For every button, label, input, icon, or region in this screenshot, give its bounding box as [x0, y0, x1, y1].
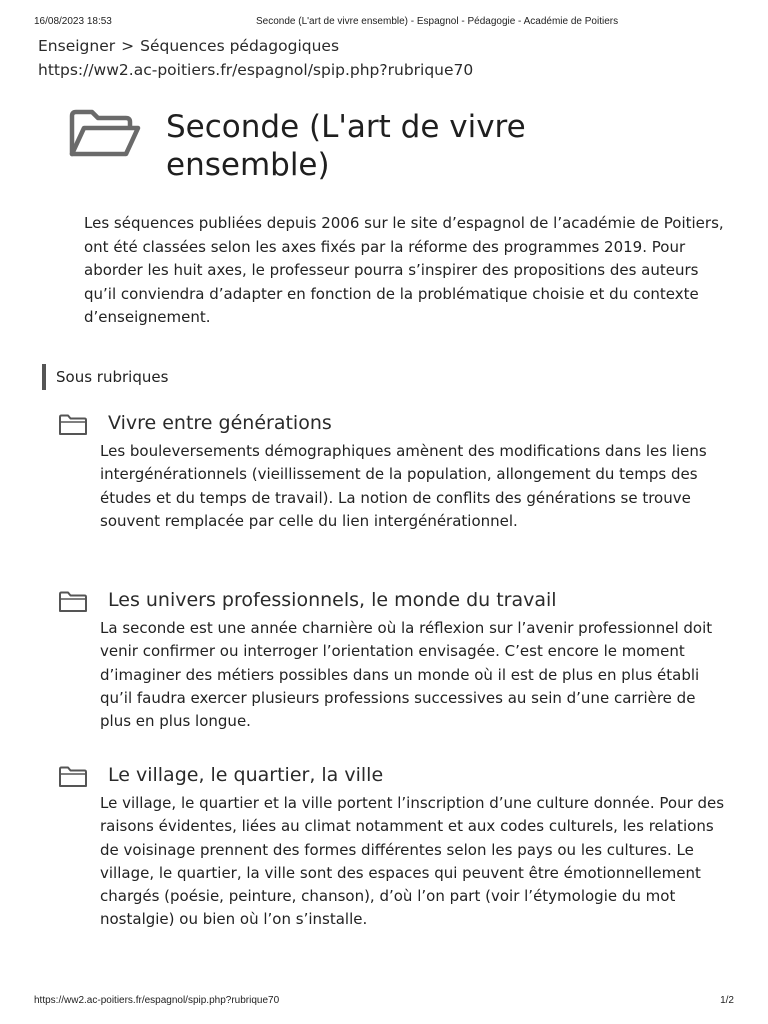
- sous-rubrique-title: [108, 585, 557, 615]
- print-footer-url: https://ww2.ac-poitiers.fr/espagnol/spip.php?rubrique70: [34, 995, 280, 1006]
- print-page-title: Seconde (L'art de vivre ensemble) - Espagnol - Pédagogie - Académie de Poitiers: [256, 16, 619, 27]
- print-footer: [34, 995, 734, 1009]
- sous-rubrique-title: [108, 760, 383, 790]
- page-title: Seconde (L'art de vivre ensemble): [166, 109, 526, 183]
- sous-rubrique-description: Les bouleversements démographiques amènent des modifications dans les liens intergénérationnels (vieillissement de la population, allongement du temps des études et du temps de travail). La notion de conflits des générations se trouve souvent remplacée par celle du lien intergénérationnel.: [100, 442, 707, 530]
- folder-icon: [58, 766, 88, 788]
- sous-rubrique-link-univers-professionnels[interactable]: Les univers professionnels, le monde du travail: [108, 589, 557, 611]
- folder-icon: [58, 414, 88, 436]
- sous-rubrique-link-vivre-entre-generations[interactable]: Vivre entre générations: [108, 412, 332, 434]
- sous-rubrique-description: La seconde est une année charnière où la réflexion sur l’avenir professionnel doit venir confirmer ou interroger l’orientation envisagée. C’est encore le moment d’imaginer des métiers possibles dans un monde où il est de plus en plus établi qu’il faudra exercer plusieurs professions successives au sein d’une carrière de plus en plus longue.: [100, 619, 713, 731]
- folder-open-icon: [68, 108, 142, 160]
- folder-icon: [58, 591, 88, 613]
- sous-rubrique-title: [108, 408, 332, 438]
- sous-rubrique-link-village-quartier-ville[interactable]: Le village, le quartier, la ville: [108, 764, 384, 786]
- sous-rubriques-heading: Sous rubriques: [42, 364, 168, 390]
- breadcrumb: [38, 37, 339, 55]
- print-header: [34, 16, 734, 30]
- sous-rubrique-description: Le village, le quartier et la ville portent l’inscription d’une culture donnée. Pour des raisons évidentes, liées au climat notamment et aux codes culturels, les relations de voisinage prennent des formes différentes selon les pays ou les cultures. Le village, le quartier, la ville sont des espaces qui peuvent être émotionnellement chargés (poésie, peinture, chanson), d’où l’on part (voir l’étymologie du mot nostalgie) ou bien où l’on s’installe.: [100, 794, 725, 929]
- print-datetime: 16/08/2023 18:53: [34, 16, 112, 27]
- page-url: https://ww2.ac-poitiers.fr/espagnol/spip.php?rubrique70: [38, 61, 474, 79]
- breadcrumb-item-enseigner[interactable]: Enseigner: [38, 37, 116, 55]
- print-page-number: 1/2: [720, 995, 734, 1006]
- breadcrumb-separator: >: [121, 37, 135, 55]
- intro-text: Les séquences publiées depuis 2006 sur le site d’espagnol de l’académie de Poitiers, ont été classées selon les axes fixés par la réforme des programmes 2019. Pour aborder les huit axes, le professeur pourra s’inspirer des propositions des auteurs qu’il conviendra d’adapter en fonction de la problématique choisie et du contexte d’enseignement.: [84, 214, 724, 326]
- breadcrumb-item-sequences[interactable]: Séquences pédagogiques: [140, 37, 340, 55]
